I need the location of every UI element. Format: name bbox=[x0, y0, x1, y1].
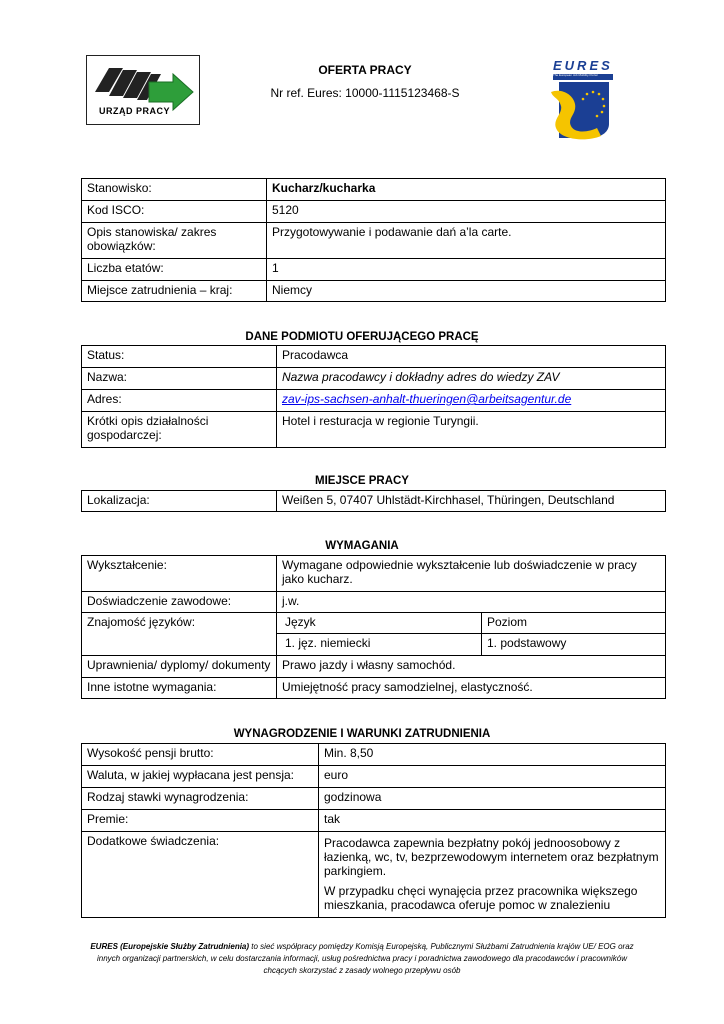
name-value: Nazwa pracodawcy i dokładny adres do wiedzy ZAV bbox=[277, 368, 666, 390]
position-table bbox=[81, 178, 666, 302]
location-table bbox=[81, 490, 666, 512]
currency-label: Waluta, w jakiej wypłacana jest pensja: bbox=[82, 766, 319, 788]
eures-logo bbox=[545, 58, 617, 144]
position-label: Stanowisko: bbox=[82, 179, 267, 201]
location-value: Weißen 5, 07407 Uhlstädt-Kirchhasel, Thüringen, Deutschland bbox=[277, 491, 666, 512]
level-column-header: Poziom bbox=[482, 613, 666, 634]
language-value: 1. jęz. niemiecki bbox=[277, 634, 482, 656]
other-requirements-value: Umiejętność pracy samodzielnej, elastyczność. bbox=[277, 678, 666, 699]
benefits-paragraph-2: W przypadku chęci wynajęcia przez pracownika większego mieszkania, pracodawca oferuje pomoc w znalezieniu bbox=[324, 884, 638, 912]
education-label: Wykształcenie: bbox=[82, 556, 277, 592]
table-row bbox=[82, 223, 666, 259]
bonus-label: Premie: bbox=[82, 810, 319, 832]
rate-type-value: godzinowa bbox=[319, 788, 666, 810]
address-email-link[interactable]: zav-ips-sachsen-anhalt-thueringen@arbeitsagentur.de bbox=[282, 392, 572, 406]
country-label: Miejsce zatrudnienia – kraj: bbox=[82, 281, 267, 302]
languages-label: Znajomość języków: bbox=[82, 613, 277, 656]
duties-label: Opis stanowiska/ zakres obowiązków: bbox=[82, 223, 267, 259]
table-row bbox=[82, 368, 666, 390]
eures-emblem bbox=[545, 80, 617, 142]
table-row bbox=[82, 656, 666, 678]
experience-value: j.w. bbox=[277, 592, 666, 613]
vacancies-label: Liczba etatów: bbox=[82, 259, 267, 281]
education-value: Wymagane odpowiednie wykształcenie lub doświadczenie w pracy jako kucharz. bbox=[277, 556, 666, 592]
language-column-header: Język bbox=[277, 613, 482, 634]
permits-value: Prawo jazdy i własny samochód. bbox=[277, 656, 666, 678]
table-row bbox=[82, 390, 666, 412]
document-title: OFERTA PRACY bbox=[318, 63, 412, 77]
table-row bbox=[82, 556, 666, 592]
location-heading: MIEJSCE PRACY bbox=[315, 475, 409, 487]
benefits-paragraph-1: Pracodawca zapewnia bezpłatny pokój jednoosobowy z łazienką, wc, tv, bezprzewodowym internetem oraz bezpłatnym parkingiem. bbox=[324, 836, 659, 878]
name-label: Nazwa: bbox=[82, 368, 277, 390]
business-desc-value: Hotel i resturacja w regionie Turyngii. bbox=[277, 412, 666, 448]
business-desc-label: Krótki opis działalności gospodarczej: bbox=[82, 412, 277, 448]
urzad-pracy-logo-text: URZĄD PRACY bbox=[99, 106, 171, 116]
address-label: Adres: bbox=[82, 390, 277, 412]
table-row bbox=[82, 788, 666, 810]
status-value: Pracodawca bbox=[277, 346, 666, 368]
other-requirements-label: Inne istotne wymagania: bbox=[82, 678, 277, 699]
experience-label: Doświadczenie zawodowe: bbox=[82, 592, 277, 613]
table-row bbox=[82, 281, 666, 302]
eures-logo-text: EURES bbox=[553, 58, 613, 73]
benefits-label: Dodatkowe świadczenia: bbox=[82, 832, 319, 918]
country-value: Niemcy bbox=[267, 281, 666, 302]
footer-text: to sieć współpracy pomiędzy Komisją Europejską, Publicznymi Służbami Zatrudnienia krajów UE/ EOG oraz innych organizacji partnerskich, w celu dostarczania informacji, usług pośrednictwa pracy i poradnictwa zawodowego dla pracodawców i pracowników chcących skorzystać z zasady wolnego przepływu osób bbox=[96, 942, 634, 975]
rate-type-label: Rodzaj stawki wynagrodzenia: bbox=[82, 788, 319, 810]
table-row bbox=[82, 744, 666, 766]
salary-table bbox=[81, 743, 666, 918]
table-row bbox=[82, 412, 666, 448]
table-row bbox=[82, 259, 666, 281]
location-label: Lokalizacja: bbox=[82, 491, 277, 512]
table-row bbox=[82, 346, 666, 368]
footer-note bbox=[80, 941, 644, 977]
table-row bbox=[82, 201, 666, 223]
position-value: Kucharz/kucharka bbox=[267, 179, 666, 201]
salary-heading: WYNAGRODZENIE I WARUNKI ZATRUDNIENIA bbox=[233, 728, 491, 740]
table-row bbox=[82, 179, 666, 201]
isco-label: Kod ISCO: bbox=[82, 201, 267, 223]
benefits-cell bbox=[319, 832, 666, 918]
requirements-table bbox=[81, 555, 666, 699]
currency-value: euro bbox=[319, 766, 666, 788]
table-row bbox=[82, 613, 666, 634]
eures-logo-subtext: The European Job Mobility Portal bbox=[553, 74, 613, 80]
table-row bbox=[82, 766, 666, 788]
urzad-pracy-logo bbox=[86, 55, 200, 125]
duties-value: Przygotowywanie i podawanie dań a’la carte. bbox=[267, 223, 666, 259]
reference-number: Nr ref. Eures: 10000-1115123468-S bbox=[270, 86, 460, 100]
isco-value: 5120 bbox=[267, 201, 666, 223]
level-value: 1. podstawowy bbox=[482, 634, 666, 656]
table-row bbox=[82, 832, 666, 918]
bonus-value: tak bbox=[319, 810, 666, 832]
gross-salary-label: Wysokość pensji brutto: bbox=[82, 744, 319, 766]
status-label: Status: bbox=[82, 346, 277, 368]
address-cell bbox=[277, 390, 666, 412]
permits-label: Uprawnienia/ dyplomy/ dokumenty bbox=[82, 656, 277, 678]
gross-salary-value: Min. 8,50 bbox=[319, 744, 666, 766]
table-row bbox=[82, 491, 666, 512]
employer-table bbox=[81, 345, 666, 448]
table-row bbox=[82, 810, 666, 832]
employer-heading: DANE PODMIOTU OFERUJĄCEGO PRACĘ bbox=[245, 331, 479, 343]
vacancies-value: 1 bbox=[267, 259, 666, 281]
footer-bold: EURES (Europejskie Służby Zatrudnienia) bbox=[90, 942, 250, 951]
requirements-heading: WYMAGANIA bbox=[325, 540, 399, 552]
table-row bbox=[82, 678, 666, 699]
table-row bbox=[82, 592, 666, 613]
